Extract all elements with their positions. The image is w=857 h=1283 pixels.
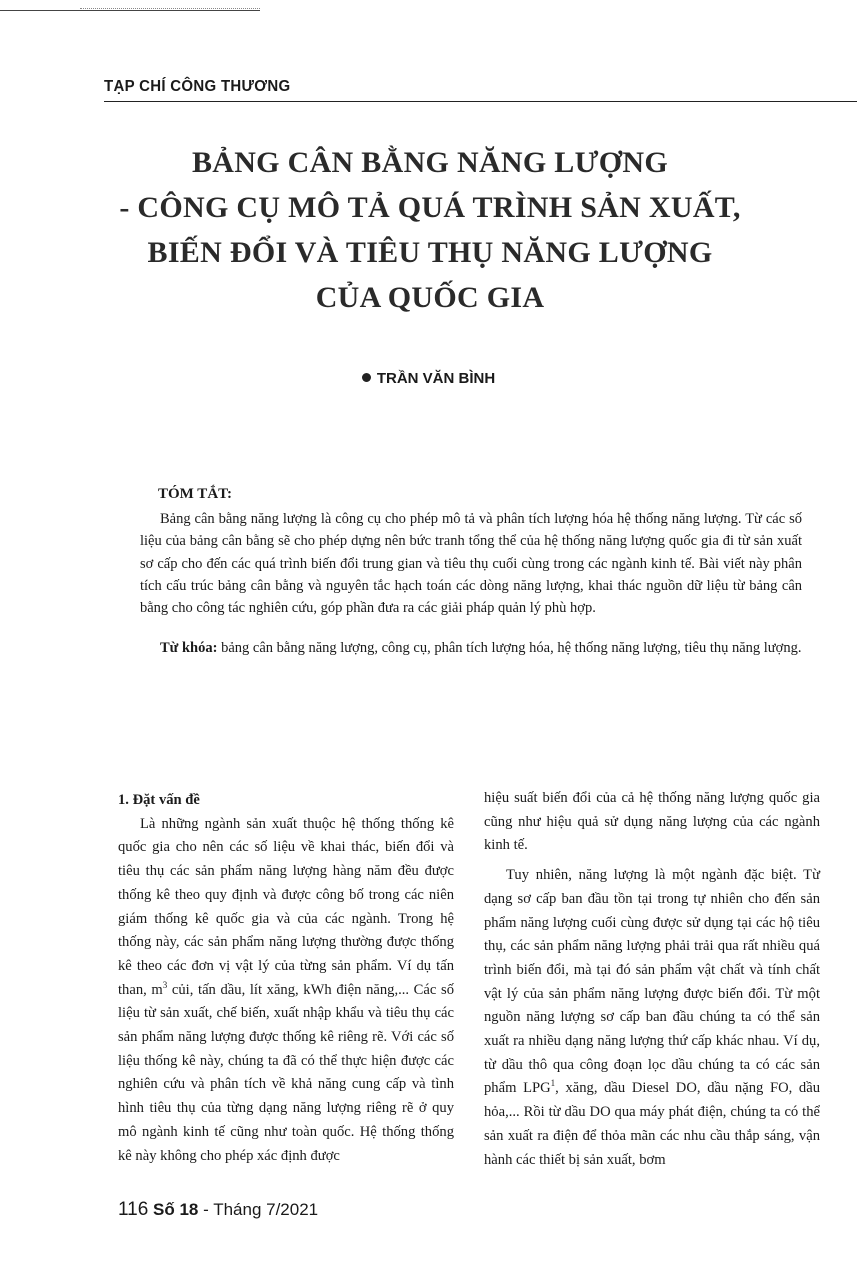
author-name: TRẦN VĂN BÌNH: [376, 370, 496, 387]
title-line: BẢNG CÂN BẰNG NĂNG LƯỢNG: [191, 146, 669, 179]
journal-name: TẠP CHÍ CÔNG THƯƠNG: [104, 77, 291, 96]
top-border-rule: [0, 10, 260, 11]
abstract-heading: TÓM TẮT:: [158, 486, 233, 502]
body-paragraph: hiệu suất biến đổi của cả hệ thống năng lượng quốc gia cũng như hiệu quả sử dụng năng lượng của các ngành kinh tế.: [484, 790, 820, 854]
issue-date: - Tháng 7/2021: [198, 1200, 319, 1219]
section-heading: 1. Đặt vấn đề: [118, 792, 200, 808]
keywords-label: Từ khóa:: [160, 640, 218, 656]
article-title: [60, 140, 800, 320]
page-footer: [118, 1199, 318, 1221]
abstract-text: Bảng cân bằng năng lượng là công cụ cho phép mô tả và phân tích lượng hóa hệ thống năng lượng. Từ các số liệu của bảng cân bằng sẽ cho phép dựng nên bức tranh tổng thể của hệ thống năng lượng quốc gia đi từ sản xuất sơ cấp cho đến các quá trình biến đổi trung gian và tiêu thụ cuối cùng trong các ngành kinh tế. Bài viết này phân tích cấu trúc bảng cân bằng và nguyên tắc hạch toán các dòng năng lượng, khai thác nguồn dữ liệu từ bảng cân bằng cho công tác nghiên cứu, góp phần đưa ra các giải pháp quản lý phù hợp.: [140, 511, 802, 617]
keywords: [140, 637, 802, 659]
title-line: BIẾN ĐỔI VÀ TIÊU THỤ NĂNG LƯỢNG: [147, 236, 713, 269]
body-paragraph: Tuy nhiên, năng lượng là một ngành đặc biệt. Từ dạng sơ cấp ban đầu tồn tại trong tự nhiên cho đến sản phẩm năng lượng cuối cùng được sử dụng tại các hộ tiêu thụ, các sản phẩm năng lượng phải trải qua rất nhiều quá trình biến đổi, mà tại đó sản phẩm vật chất và tính chất vật lý của sản phẩm năng lượng được biến đổi. Từ một nguồn năng lượng sơ cấp ban đầu chúng ta có thể sản xuất ra nhiều dạng năng lượng thứ cấp khác nhau. Ví dụ, từ dầu thô qua công đoạn lọc dầu chúng ta có các sản phẩm LPG$^1$, xăng, dầu Diesel DO, dầu nặng FO, dầu hỏa,... Rồi từ dầu DO qua máy phát điện, chúng ta có thể sản xuất ra điện để thỏa mãn các nhu cầu thắp sáng, vận hành các thiết bị sản xuất, bơm: [484, 867, 820, 1168]
bullet-icon: [362, 373, 371, 382]
right-column: [484, 787, 820, 1172]
left-column: [118, 789, 454, 1168]
top-dotted-rule: [80, 8, 260, 9]
header-rule: [104, 101, 857, 102]
title-line: CỦA QUỐC GIA: [315, 281, 545, 314]
title-line: - CÔNG CỤ MÔ TẢ QUÁ TRÌNH SẢN XUẤT,: [119, 191, 741, 224]
author-line: [0, 370, 857, 387]
issue-number: Số 18: [153, 1200, 199, 1219]
page-number: 116: [118, 1199, 149, 1220]
body-paragraph: Là những ngành sản xuất thuộc hệ thống thống kê quốc gia cho nên các số liệu về khai thác, biến đổi và tiêu thụ các sản phẩm năng lượng hàng năm đều được thống kê theo quy định và được công bố trong các niên giám thống kê quốc gia và của các ngành. Trong hệ thống này, các sản phẩm năng lượng thường được thống kê theo các đơn vị vật lý của từng sản phẩm. Ví dụ tấn than, $m^3$ củi, tấn dầu, lít xăng, kWh điện năng,... Các số liệu từ sản xuất, chế biến, xuất nhập khẩu và tiêu thụ các sản phẩm năng lượng được thống kê riêng rẽ. Với các số liệu thống kê này, chúng ta đã có thể thực hiện được các nghiên cứu và phân tích về khả năng cung cấp và tình hình tiêu thụ của từng dạng năng lượng riêng rẽ ở quy mô ngành kinh tế cũng như toàn quốc. Hệ thống thống kê này không cho phép xác định được: [118, 815, 454, 1164]
keywords-text: bảng cân bằng năng lượng, công cụ, phân tích lượng hóa, hệ thống năng lượng, tiêu thụ năng lượng.: [217, 640, 802, 656]
